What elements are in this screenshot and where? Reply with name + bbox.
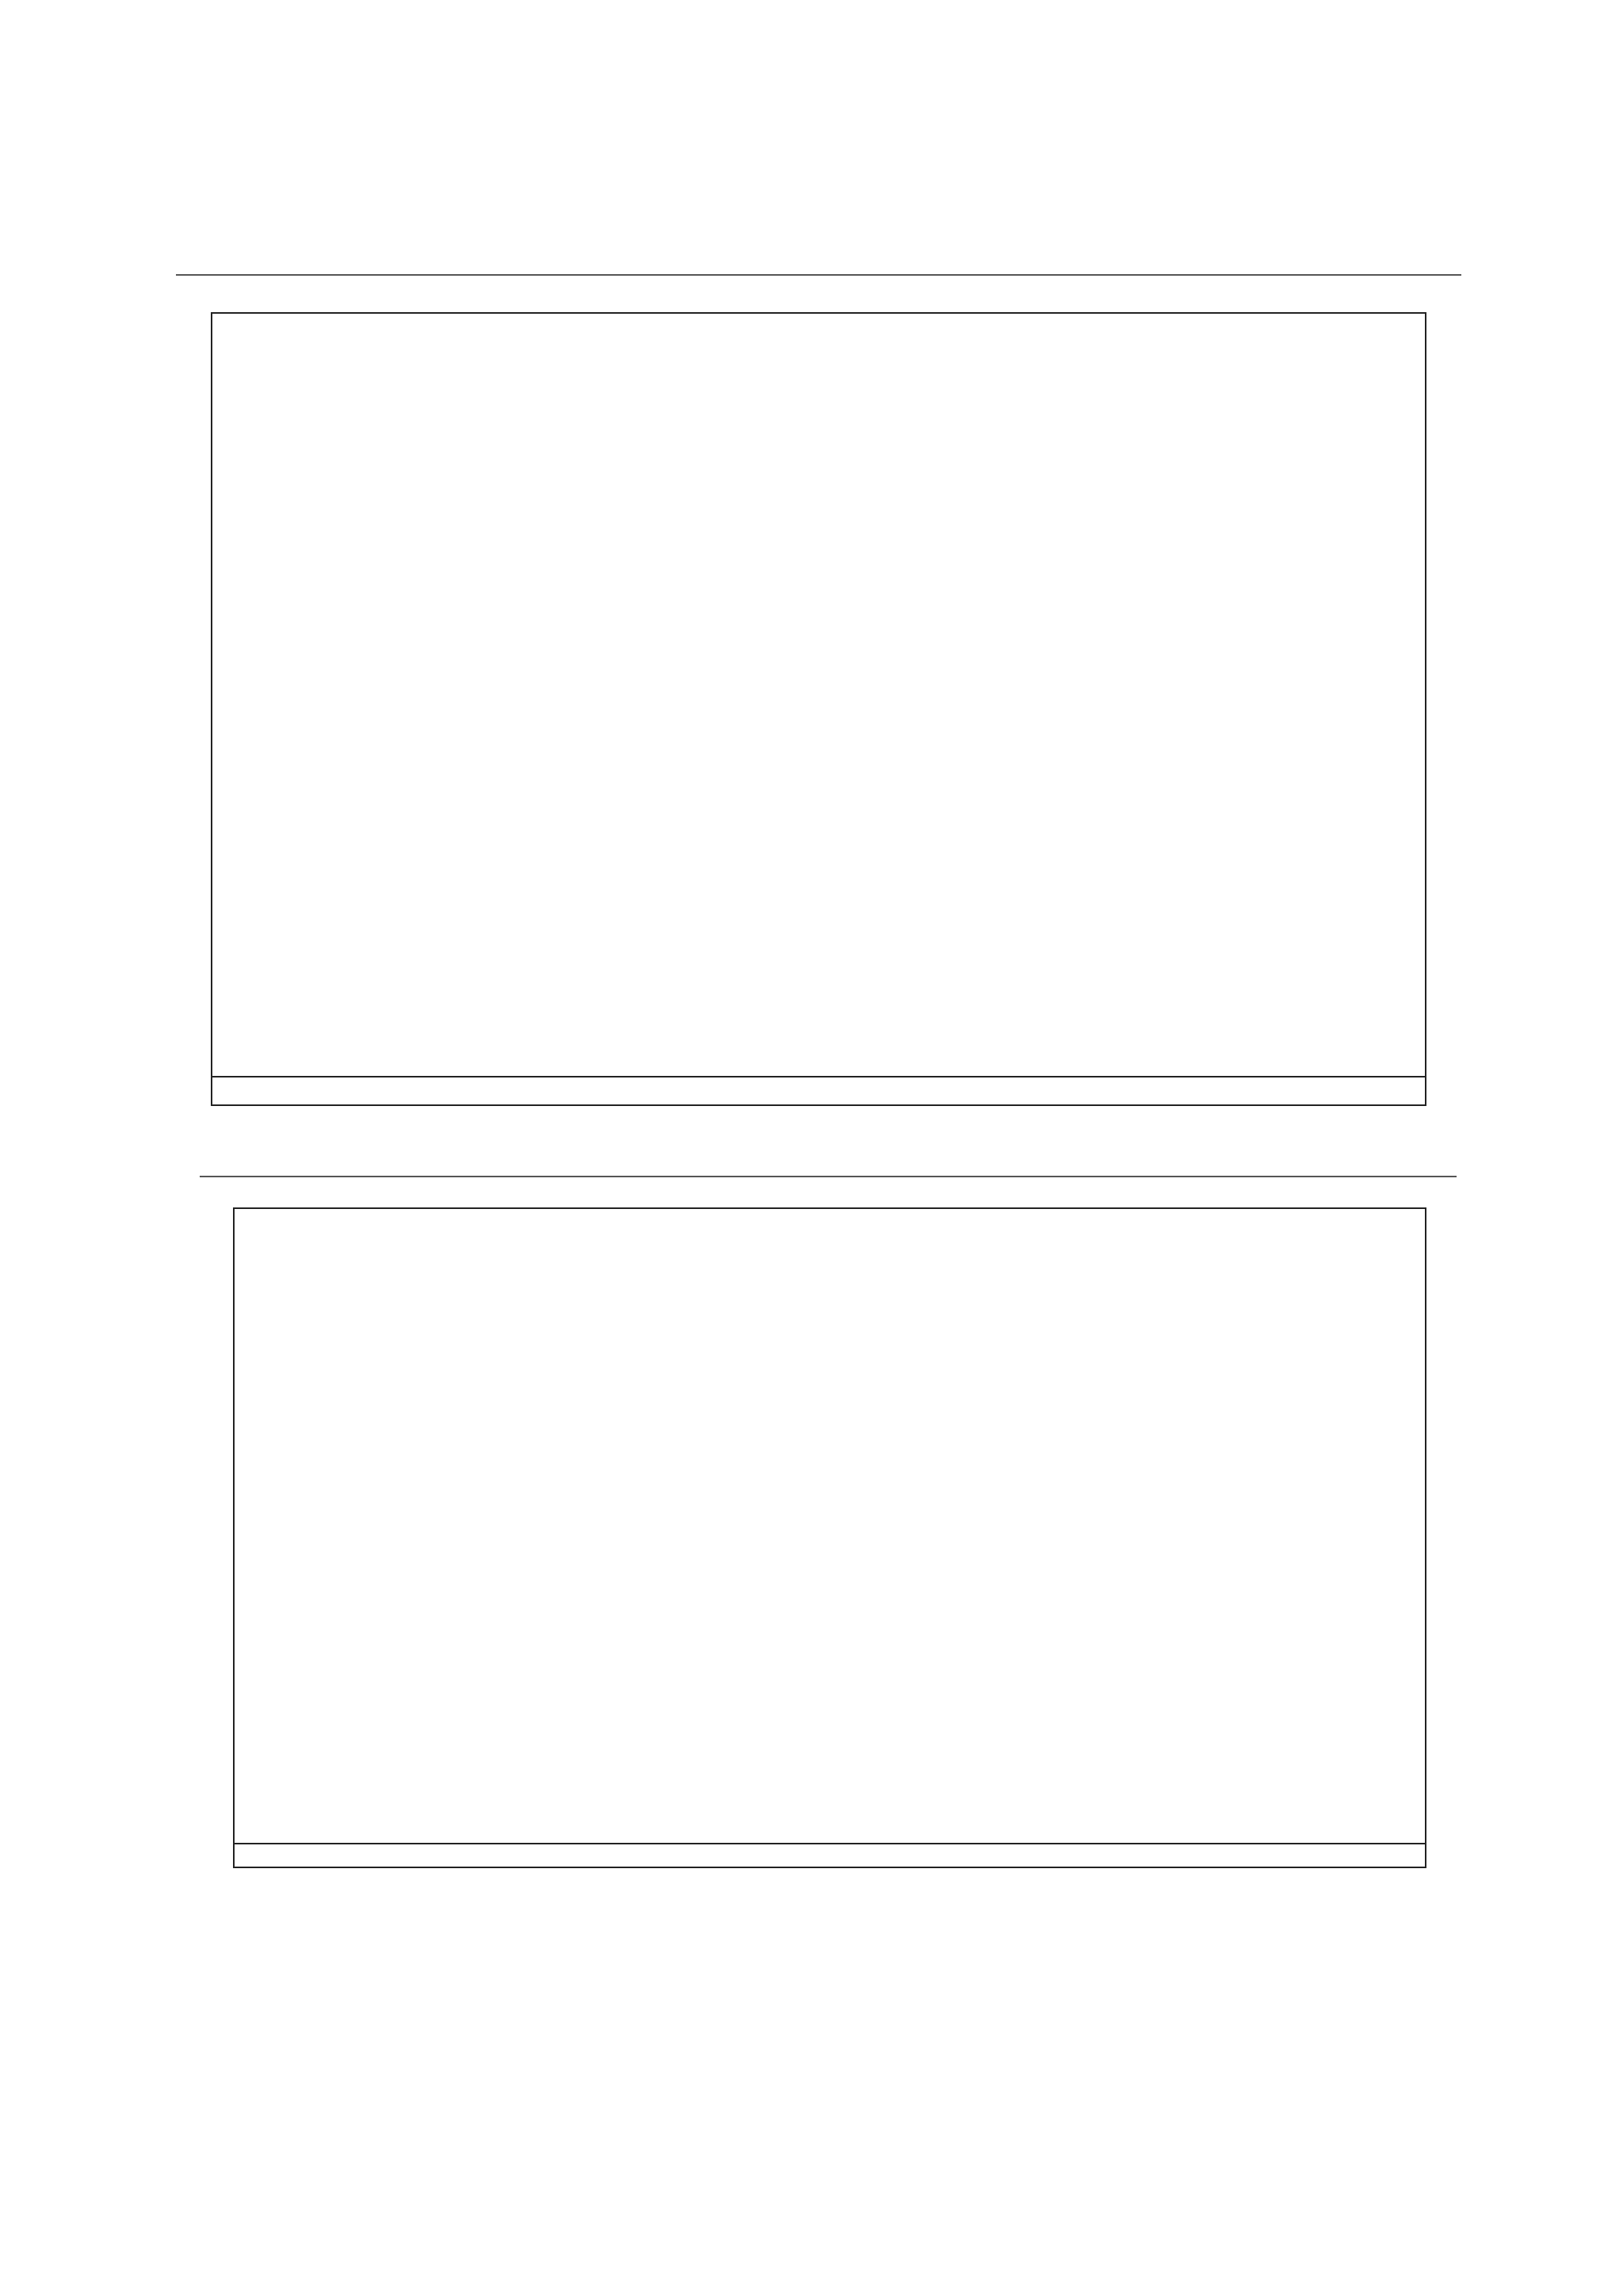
separator-rule (200, 1176, 1457, 1177)
page3-label (212, 1076, 1425, 1104)
header-rule (176, 274, 1461, 276)
page3-table-frame (211, 312, 1426, 1106)
page4-label (235, 1843, 1425, 1867)
page4-table-frame (233, 1207, 1426, 1868)
